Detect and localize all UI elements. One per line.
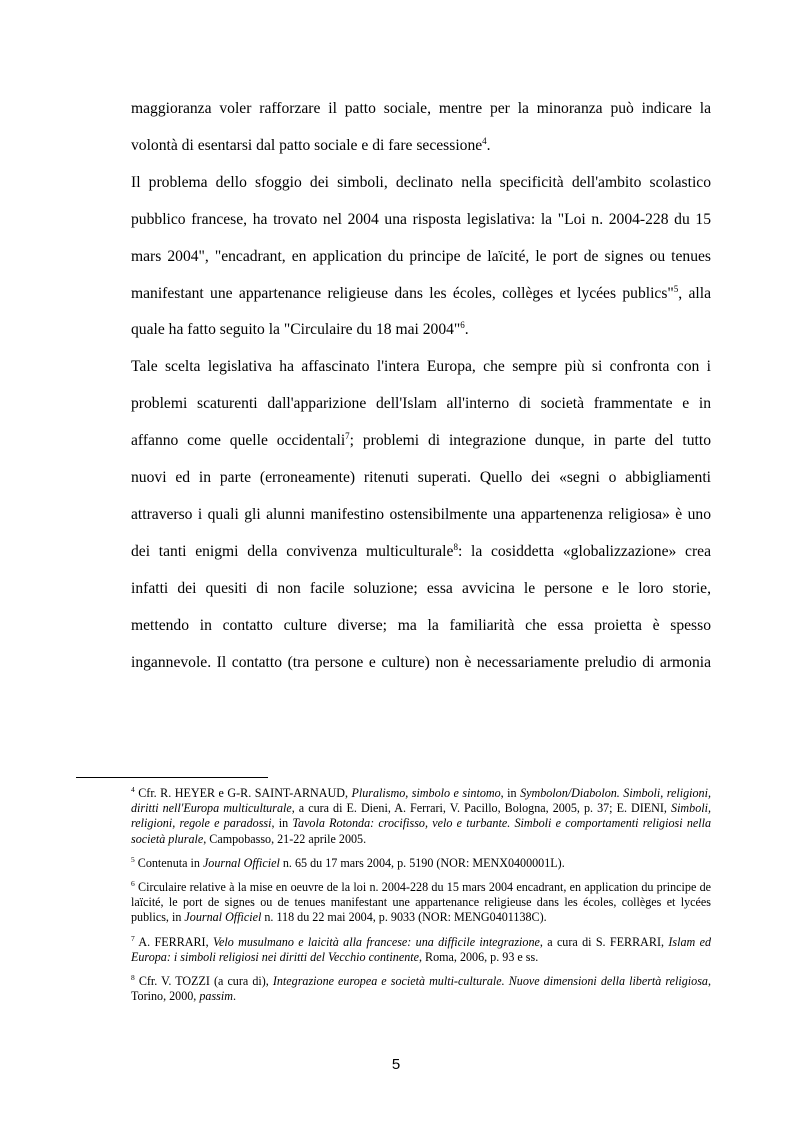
text-line: mars 2004", "encadrant, en application du principe de laïcité, le port de signes ou tenues [131, 247, 711, 265]
footnote-text: , a cura di S. FERRARI, [539, 934, 669, 949]
footnote-number: 6 [131, 879, 135, 889]
footnote-title: passim [199, 989, 233, 1004]
footnote-text: , Roma, 2006, p. 93 e ss. [418, 949, 539, 964]
footnote-text: , in [271, 816, 293, 831]
footnote-text: n. 65 du 17 mars 2004, p. 5190 (NOR: MENX0400001L). [279, 855, 565, 870]
footnote-text: , Torino, 2000, [131, 974, 711, 1004]
footnote-text: Circulaire relative à la mise en oeuvre de la loi n. 2004-228 du 15 mars 2004 encadrant, en application du principe de laïcité, le port de signes ou de tenues manifestant une appartenance religieuse dans les écoles, collèges et lycées publics, in [131, 880, 711, 925]
footnote-8 [131, 974, 711, 1004]
footnote-7 [131, 935, 711, 965]
paragraph [131, 91, 711, 165]
page-number: 5 [391, 1056, 401, 1073]
footnote-text: Contenuta in [134, 855, 203, 870]
footnote-title: Journal Officiel [202, 855, 280, 870]
paragraph [131, 349, 711, 681]
footnote-text: Cfr. R. HEYER e G-R. SAINT-ARNAUD, [134, 786, 352, 800]
text-line: infatti dei quesiti di non facile soluzione; essa avvicina le persone e le loro storie, [131, 579, 711, 597]
footnote-text: n. 118 du 22 mai 2004, p. 9033 (NOR: MENG0401138C). [261, 910, 547, 925]
footnote-title: Velo musulmano e laicità alla francese: una difficile integrazione [212, 934, 540, 949]
text-line: attraverso i quali gli alunni manifestino ostensibilmente una appartenenza religiosa» è uno [131, 505, 711, 523]
footnote-text: Cfr. V. TOZZI (a cura di), [134, 974, 273, 989]
footnote-text: , in [500, 786, 521, 800]
footnote-title: Integrazione europea e società multi-culturale. Nuove dimensioni della libertà religiosa [272, 974, 708, 989]
footnote-6 [131, 880, 711, 926]
footnote-text: . [232, 989, 236, 1004]
footnotes [131, 786, 711, 1013]
footnote-ref: 6 [460, 320, 465, 331]
footnote-ref: 4 [482, 135, 487, 146]
footnote-ref: 8 [453, 541, 458, 552]
footnote-number: 5 [131, 854, 135, 864]
text-line: maggioranza voler rafforzare il patto sociale, mentre per la minoranza può indicare la [131, 100, 711, 117]
footnote-title: Islam ed Europa: i simboli religiosi nei diritti del Vecchio continente [131, 934, 711, 964]
text-line: ingannevole. Il contatto (tra persone e culture) non è necessariamente preludio di armonia [131, 653, 711, 671]
footnote-text: , Campobasso, 21-22 aprile 2005. [203, 831, 367, 846]
footnote-ref: 5 [673, 283, 679, 294]
footnote-title: Tavola Rotonda: crocifisso, velo e turbante. Simboli e comportamenti religiosi nella società plurale [131, 816, 712, 846]
footnote-title: Pluralismo, simbolo e sintomo [351, 786, 501, 800]
body-text [131, 91, 711, 682]
text-line: problemi scaturenti dall'apparizione dell'Islam all'interno di società frammentate e in [131, 395, 711, 413]
text-line: mettendo in contatto culture diverse; ma la familiarità che essa proietta è spesso [131, 616, 711, 634]
footnote-text: , a cura di E. Dieni, A. Ferrari, V. Pacillo, Bologna, 2005, p. 37; E. DIENI, [291, 801, 672, 816]
footnote-5 [131, 856, 711, 871]
footnote-separator [76, 777, 268, 778]
footnote-title: Simboli, religioni, regole e paradossi [131, 801, 711, 831]
footnote-text: A. FERRARI, [134, 934, 213, 949]
text-line: quale ha fatto seguito la "Circulaire du 18 mai 2004"$^6$. [131, 320, 469, 339]
footnote-number: 4 [131, 785, 135, 794]
text-line: affanno come quelle occidentali$^7$; problemi di integrazione dunque, in parte del tutto [131, 431, 711, 450]
footnote-number: 7 [131, 933, 135, 943]
text-line: pubblico francese, ha trovato nel 2004 una risposta legislativa: la "Loi n. 2004-228 du 15 [131, 210, 711, 228]
footnote-number: 8 [131, 973, 135, 983]
text-line: nuovi ed in parte (erroneamente) ritenuti superati. Quello dei «segni o abbigliamenti [131, 469, 711, 487]
text-line: Il problema dello sfoggio dei simboli, declinato nella specificità dell'ambito scolastico [131, 173, 711, 191]
footnote-ref: 7 [345, 431, 350, 442]
text-line: dei tanti enigmi della convivenza multiculturale$^8$: la cosiddetta «globalizzazione» crea [131, 541, 711, 560]
footnote-title: Symbolon/Diabolon. Simboli, religioni, diritti nell'Europa multiculturale [131, 786, 711, 816]
text-line: Tale scelta legislativa ha affascinato l'intera Europa, che sempre più si confronta con i [131, 358, 711, 376]
text-line: manifestant une appartenance religieuse dans les écoles, collèges et lycées publics"$^5$, alla [131, 283, 711, 302]
text-line: volontà di esentarsi dal patto sociale e di fare secessione$^4$. [131, 135, 491, 154]
footnote-4 [131, 786, 711, 847]
paragraph [131, 165, 711, 350]
footnote-title: Journal Officiel [184, 910, 262, 925]
